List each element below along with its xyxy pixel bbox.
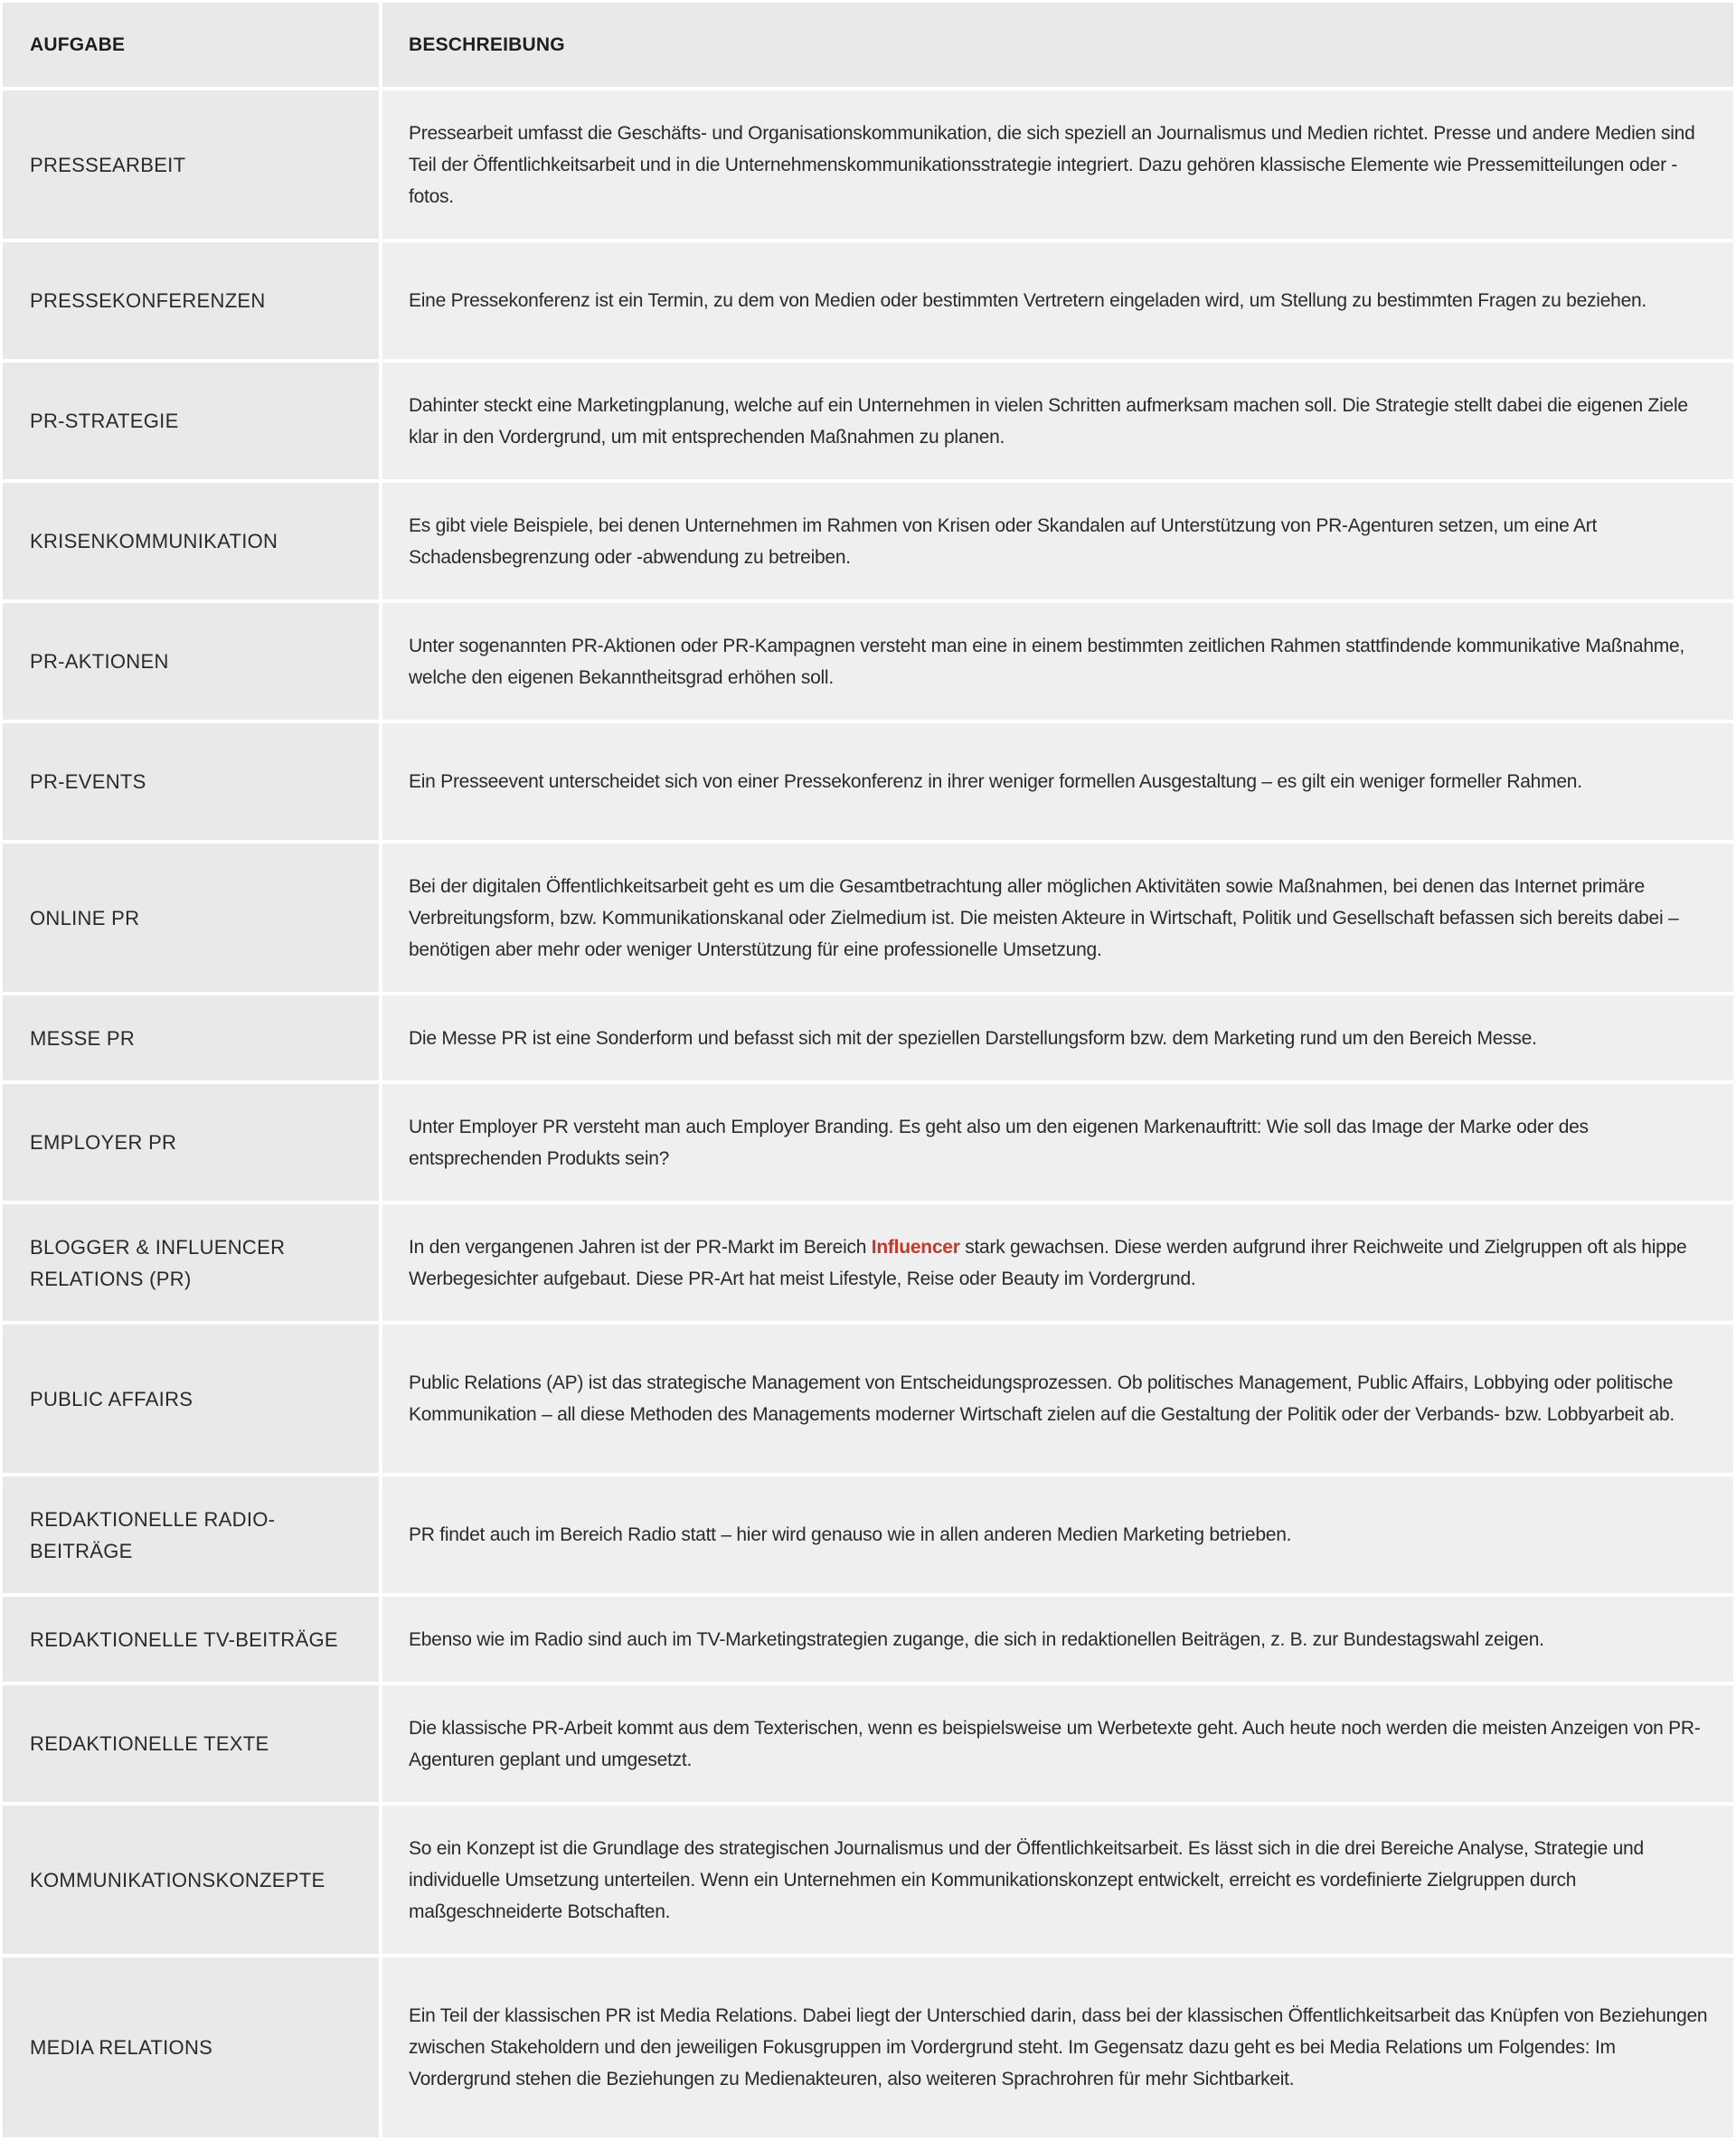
task-description: Die Messe PR ist eine Sonderform und befasst sich mit der speziellen Darstellungsform bzw. dem Marketing rund um den Bereich Messe. (409, 1027, 1537, 1049)
description-cell (382, 995, 1733, 1080)
task-description: Ein Presseevent unterscheidet sich von einer Pressekonferenz in ihrer weniger formellen Ausgestaltung – es gilt ein weniger formeller Rahmen. (409, 771, 1582, 792)
task-description: Unter sogenannten PR-Aktionen oder PR-Kampagnen versteht man eine in einem bestimmten zeitlichen Rahmen stattfindende kommunikative Maßnahme, welche den eigenen Bekanntheitsgrad erhöhen soll. (409, 635, 1685, 688)
description-cell (382, 1957, 1733, 2137)
task-label: MESSE PR (30, 1026, 136, 1050)
task-label: KRISENKOMMUNIKATION (30, 530, 278, 552)
task-label: REDAKTIONELLE TEXTE (30, 1732, 269, 1755)
task-cell (3, 1084, 379, 1201)
table-row (3, 603, 1733, 720)
task-cell (3, 363, 379, 479)
table-row (3, 483, 1733, 599)
task-label: EMPLOYER PR (30, 1131, 177, 1154)
task-description: Dahinter steckt eine Marketingplanung, welche auf ein Unternehmen in vielen Schritten aufmerksam machen soll. Die Strategie stellt dabei die eigenen Ziele klar in den Vordergrund, um mit entsprechenden Maßnahmen zu planen. (409, 394, 1688, 448)
description-cell (382, 1597, 1733, 1682)
task-description: Eine Pressekonferenz ist ein Termin, zu dem von Medien oder bestimmten Vertretern eingeladen wird, um Stellung zu bestimmten Fragen zu beziehen. (409, 290, 1647, 311)
task-cell (3, 483, 379, 599)
header-description-label: BESCHREIBUNG (409, 33, 565, 55)
table-row (3, 1325, 1733, 1473)
table-row (3, 1084, 1733, 1201)
description-cell (382, 483, 1733, 599)
task-label: ONLINE PR (30, 906, 140, 929)
task-cell (3, 1806, 379, 1954)
task-cell (3, 995, 379, 1080)
table-row (3, 723, 1733, 840)
task-description (409, 1231, 1715, 1295)
task-cell (3, 723, 379, 840)
description-cell (382, 1084, 1733, 1201)
task-description: PR findet auch im Bereich Radio statt – hier wird genauso wie in allen anderen Medien Marketing betrieben. (409, 1524, 1292, 1545)
task-label: REDAKTIONELLE RADIO-BEITRÄGE (30, 1507, 276, 1562)
table-row (3, 90, 1733, 239)
task-description: Pressearbeit umfasst die Geschäfts- und Organisationskommunikation, die sich speziell an Journalismus und Medien richtet. Presse und andere Medien sind Teil der Öffentlichkeitsarbeit und in die Unternehmenskommunikationsstrategie integriert. Dazu gehören klassische Elemente wie Pressemitteilungen oder -fotos. (409, 122, 1695, 207)
table-header-row (3, 3, 1733, 87)
table-row (3, 363, 1733, 479)
task-label: PUBLIC AFFAIRS (30, 1387, 193, 1410)
task-cell (3, 1685, 379, 1802)
task-description: Bei der digitalen Öffentlichkeitsarbeit geht es um die Gesamtbetrachtung aller möglichen Aktivitäten sowie Maßnahmen, bei denen das Internet primäre Verbreitungsform, bzw. Kommunikationskanal oder Zielmedium ist. Die meisten Akteure in Wirtschaft, Politik und Gesellschaft befassen sich bereits dabei – benötigen aber mehr oder weniger Unterstützung für eine professionelle Umsetzung. (409, 875, 1679, 960)
task-cell (3, 242, 379, 359)
header-task-label: AUFGABE (30, 33, 126, 55)
task-label: KOMMUNIKATIONSKONZEPTE (30, 1868, 326, 1891)
task-cell (3, 90, 379, 239)
task-cell (3, 1325, 379, 1473)
description-cell (382, 1806, 1733, 1954)
task-description: Public Relations (AP) ist das strategische Management von Entscheidungsprozessen. Ob politisches Management, Public Affairs, Lobbying oder politische Kommunikation – all diese Methoden des Managements moderner Wirtschaft zielen auf die Gestaltung der Politik oder der Verbands- bzw. Lobbyarbeit ab. (409, 1372, 1675, 1425)
description-cell (382, 723, 1733, 840)
table-row (3, 844, 1733, 992)
task-label: PR-STRATEGIE (30, 410, 179, 432)
description-cell (382, 363, 1733, 479)
table-row (3, 1806, 1733, 1954)
pr-tasks-table (3, 3, 1733, 2141)
task-label: BLOGGER & INFLUENCER RELATIONS (PR) (30, 1235, 286, 1290)
header-cell-task (3, 3, 379, 87)
task-cell (3, 1204, 379, 1321)
table-row (3, 1685, 1733, 1802)
influencer-link[interactable]: Influencer (871, 1236, 960, 1258)
table-row (3, 1476, 1733, 1593)
description-cell (382, 1325, 1733, 1473)
table-row (3, 1204, 1733, 1321)
table-row (3, 995, 1733, 1080)
task-label: PR-AKTIONEN (30, 650, 169, 673)
task-label: PRESSEARBEIT (30, 153, 186, 176)
header-cell-description (382, 3, 1733, 87)
description-cell (382, 242, 1733, 359)
task-label: REDAKTIONELLE TV-BEITRÄGE (30, 1627, 338, 1651)
description-cell (382, 603, 1733, 720)
description-text: In den vergangenen Jahren ist der PR-Markt im Bereich (409, 1236, 872, 1258)
task-cell (3, 844, 379, 992)
task-description: Die klassische PR-Arbeit kommt aus dem Texterischen, wenn es beispielsweise um Werbetexte geht. Auch heute noch werden die meisten Anzeigen von PR-Agenturen geplant und umgesetzt. (409, 1717, 1701, 1770)
description-cell (382, 1476, 1733, 1593)
task-label: MEDIA RELATIONS (30, 2036, 213, 2059)
description-cell (382, 90, 1733, 239)
task-cell (3, 1597, 379, 1682)
task-label: PR-EVENTS (30, 770, 146, 793)
description-cell (382, 1685, 1733, 1802)
description-cell (382, 844, 1733, 992)
task-label: PRESSEKONFERENZEN (30, 289, 266, 312)
task-cell (3, 1957, 379, 2137)
task-description: So ein Konzept ist die Grundlage des strategischen Journalismus und der Öffentlichkeitsarbeit. Es lässt sich in die drei Bereiche Analyse, Strategie und individuelle Umsetzung unterteilen. Wenn ein Unternehmen ein Kommunikationskonzept entwickelt, erreicht es vordefinierte Zielgruppen durch maßgeschneiderte Botschaften. (409, 1837, 1644, 1922)
table-row (3, 1957, 1733, 2137)
description-text: stark gewachsen. Diese werden aufgrund ihrer Reichweite und Zielgruppen oft als hippe Werbegesichter aufgebaut. Diese PR-Art hat meist Lifestyle, Reise oder Beauty im Vordergrund. (409, 1236, 1687, 1289)
task-description: Unter Employer PR versteht man auch Employer Branding. Es geht also um den eigenen Markenauftritt: Wie soll das Image der Marke oder des entsprechenden Produkts sein? (409, 1116, 1589, 1169)
task-description: Es gibt viele Beispiele, bei denen Unternehmen im Rahmen von Krisen oder Skandalen auf Unterstützung von PR-Agenturen setzen, um eine Art Schadensbegrenzung oder -abwendung zu betreiben. (409, 514, 1598, 568)
description-cell (382, 1204, 1733, 1321)
task-cell (3, 1476, 379, 1593)
table-row (3, 242, 1733, 359)
task-cell (3, 603, 379, 720)
task-description: Ebenso wie im Radio sind auch im TV-Marketingstrategien zugange, die sich in redaktionellen Beiträgen, z. B. zur Bundestagswahl zeigen. (409, 1628, 1544, 1650)
table-row (3, 1597, 1733, 1682)
task-description: Ein Teil der klassischen PR ist Media Relations. Dabei liegt der Unterschied darin, dass bei der klassischen Öffentlichkeitsarbeit das Knüpfen von Beziehungen zwischen Stakeholdern und den jeweiligen Fokusgruppen im Vordergrund steht. Im Gegensatz dazu geht es bei Media Relations um Folgendes: Im Vordergrund stehen die Beziehungen zu Medienakteuren, also weiteren Sprachrohren für mehr Sichtbarkeit. (409, 2005, 1708, 2089)
